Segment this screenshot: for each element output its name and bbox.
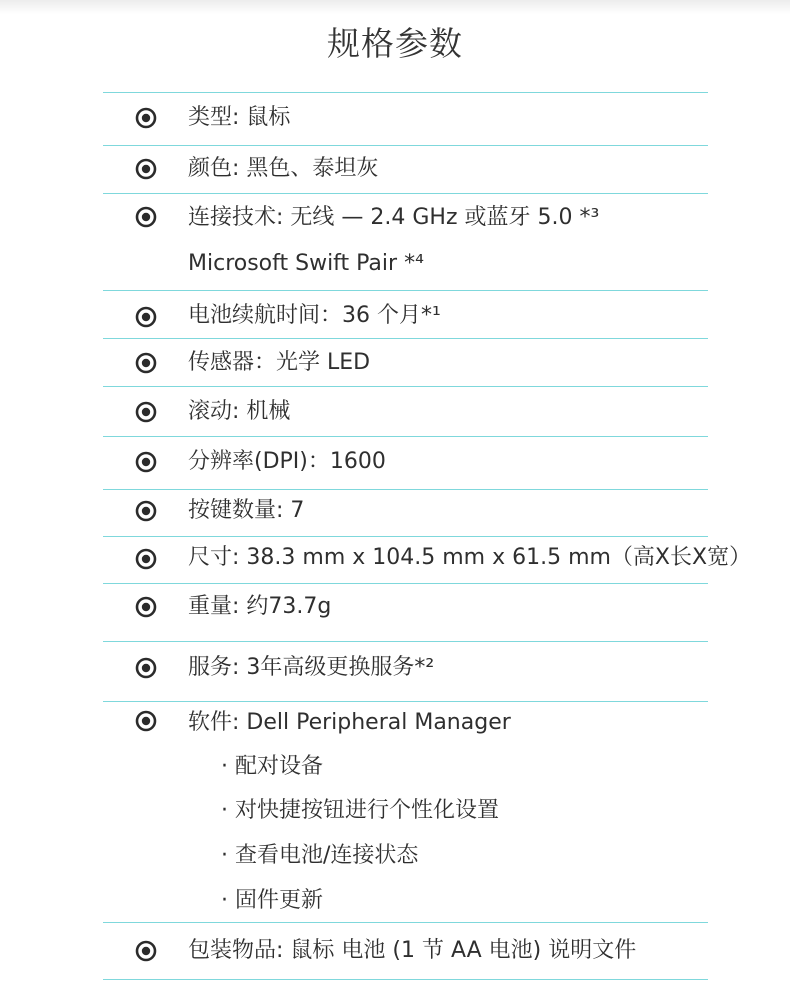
target-bullet-icon — [135, 710, 157, 732]
spec-text: 电池续航时间：36 个月*¹ — [188, 303, 441, 328]
spec-row-color — [103, 146, 708, 194]
target-bullet-icon — [135, 306, 157, 328]
spec-text: 软件: Dell Peripheral Manager — [188, 710, 511, 735]
target-bullet-icon — [135, 596, 157, 618]
spec-row-connectivity — [103, 194, 708, 291]
spec-row-scroll — [103, 387, 708, 437]
spec-row-sensor — [103, 339, 708, 387]
spec-row-service — [103, 642, 708, 702]
spec-list — [103, 92, 752, 980]
spec-row-buttons — [103, 490, 708, 537]
spec-text: 重量: 约73.7g — [188, 594, 332, 619]
target-bullet-icon — [135, 500, 157, 522]
top-shadow — [0, 0, 790, 14]
target-bullet-icon — [135, 401, 157, 423]
spec-row-weight — [103, 584, 708, 642]
spec-text: 类型: 鼠标 — [188, 105, 291, 130]
software-feature-item: · 配对设备 — [221, 754, 323, 779]
target-bullet-icon — [135, 206, 157, 228]
target-bullet-icon — [135, 158, 157, 180]
section-title: 规格参数 — [327, 24, 463, 63]
target-bullet-icon — [135, 940, 157, 962]
target-bullet-icon — [135, 451, 157, 473]
spec-row-package — [103, 923, 708, 980]
software-feature-item: · 查看电池/连接状态 — [221, 843, 419, 868]
spec-row-dpi — [103, 437, 708, 490]
software-feature-item: · 固件更新 — [221, 888, 323, 913]
spec-text: 服务: 3年高级更换服务*² — [188, 655, 435, 680]
spec-text: 按键数量: 7 — [188, 498, 305, 523]
spec-text: 传感器：光学 LED — [188, 350, 371, 375]
spec-row-type — [103, 93, 708, 146]
target-bullet-icon — [135, 657, 157, 679]
spec-text: 连接技术: 无线 — 2.4 GHz 或蓝牙 5.0 *³ — [188, 205, 600, 230]
target-bullet-icon — [135, 107, 157, 129]
spec-text: 颜色: 黑色、泰坦灰 — [188, 156, 379, 181]
spec-text: 滚动: 机械 — [188, 399, 291, 424]
target-bullet-icon — [135, 548, 157, 570]
spec-row-software — [103, 702, 708, 923]
spec-text: 尺寸: 38.3 mm x 104.5 mm x 61.5 mm（高X长X宽） — [188, 545, 752, 570]
software-feature-item: · 对快捷按钮进行个性化设置 — [221, 798, 499, 823]
spec-text: 包装物品: 鼠标 电池 (1 节 AA 电池) 说明文件 — [188, 938, 637, 963]
spec-text-line2: Microsoft Swift Pair *⁴ — [188, 251, 424, 276]
spec-row-battery — [103, 291, 708, 339]
spec-row-dimensions — [103, 537, 752, 584]
target-bullet-icon — [135, 352, 157, 374]
spec-text: 分辨率(DPI)：1600 — [188, 449, 386, 474]
